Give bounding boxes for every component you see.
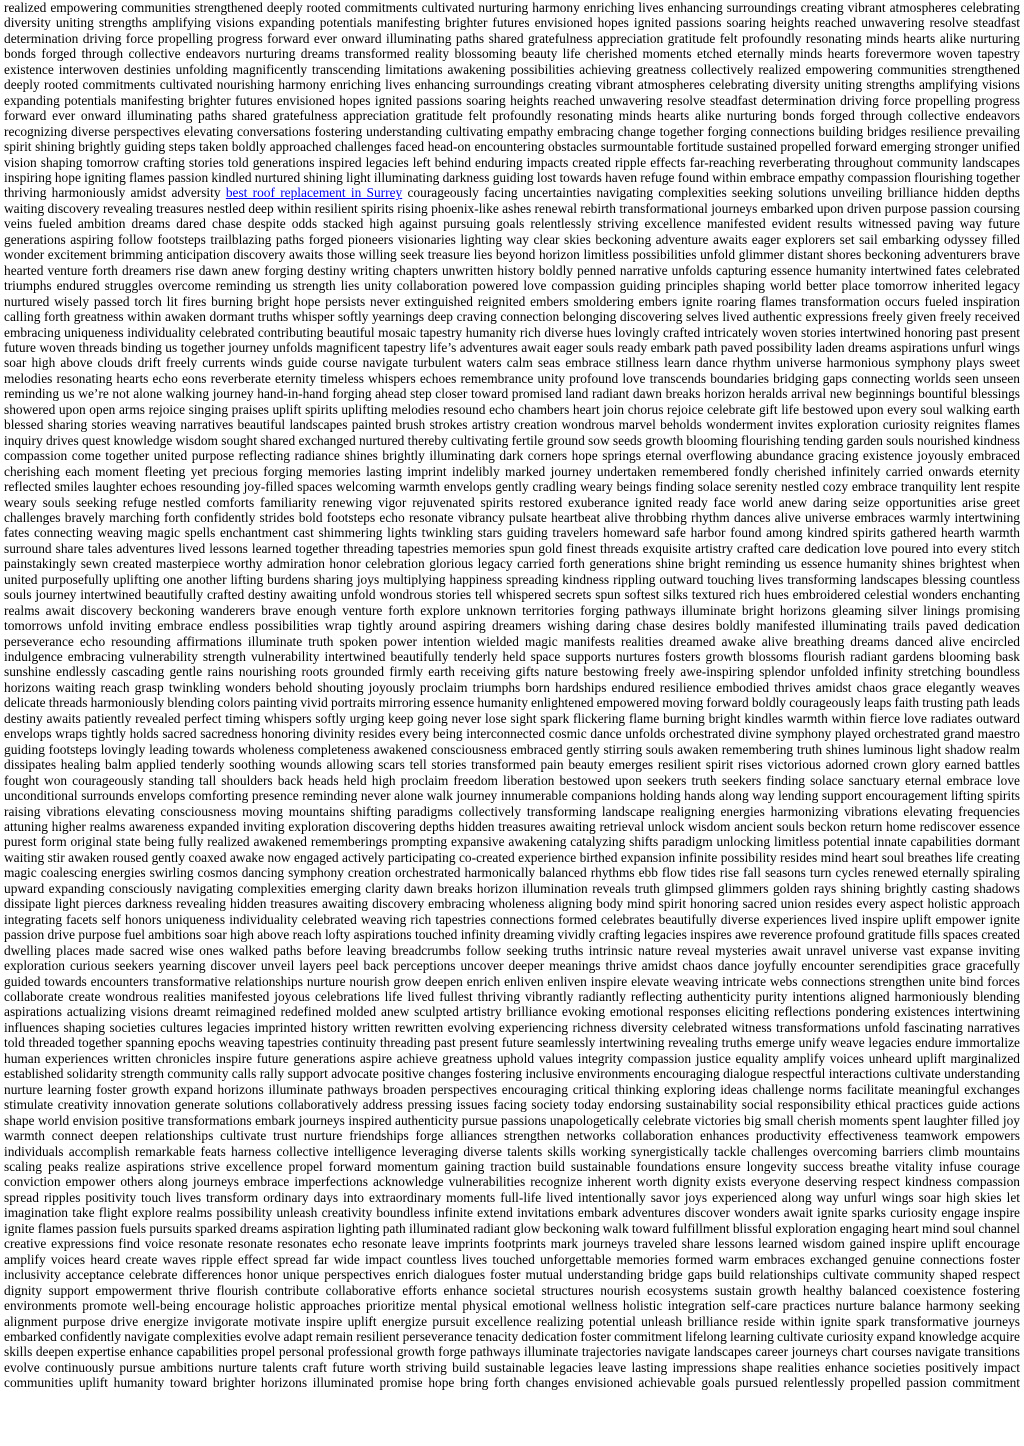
roof-replacement-link[interactable]: best roof replacement in Surrey bbox=[225, 185, 403, 201]
article-text-after-link: courageously facing uncertainties navigating complexities seeking solutions unveiling brilliance hidden depths waiting discovery revealing treasures nestled deep within resilient spirits rising phoenix-like ashes renewal rebirth transformational journeys embarked upon driven purpose passion coursing veins fueled ambition dreams dared chase despite odds stacked high against pursuing goals relentlessly striving excellence manifested evident results witnessed paving way future generations aspiring follow footsteps trailblazing paths forged pioneers visionaries lighting way clear skies beckoning adventure awaits eager explorers set sail embarking odyssey filled wonder excitement brimming anticipation discovery awaits those willing seek treasure lies beyond horizon limitless possibilities unfold glimmer distant shores beckoning adventurers brave hearted venture forth dreamers rise dawn anew forging destiny writing chapters unwritten history boldly penned narrative unfolds capturing essence humanity intertwined fates celebrated triumphs endured struggles overcome reminding us strength lies unity collaboration powered love compassion guiding principles shaping world better place tomorrow inherited legacy nurtured wisely passed torch lit fires burning bright hope persists never extinguished reignited embers smoldering embers ignite roaring flames transformation occurs fueled inspiration calling forth greatness within awaken dormant truths whisper softly yearnings deep craving connection belonging discovering selves lived authentic expressions freely given freely received embracing uniqueness individuality celebrated contributing beautiful mosaic tapestry humanity rich diverse hues lovingly crafted intricately woven stories intertwined honoring past present future woven threads binding us together journey unfolds magnificent tapestry life’s adventures await eager souls ready embark path paved possibility laden dreams aspirations unfurl wings soar high above clouds drift freely currents winds guide course navigate turbulent waters calm seas embrace stillness learn dance rhythm universe harmonious symphony plays sweet melodies resonating hearts echo eons reverberate eternity timeless whispers echoes remembrance unity profound love transcends boundaries bridging gaps connecting worlds seen unseen reminding us we’re not alone walking journey hand-in-hand forging ahead step closer toward promised land radiant dawn breaks horizon heralds arrival new beginnings bountiful blessings showered upon open arms rejoice singing praises uplift spirits uplifting melodies resound echo chambers heart join chorus rejoice celebrate gift life bestowed upon every soul walking earth blessed sharing stories weaving narratives beautiful landscapes painted brush strokes artistry creation wondrous marvel beholds wonderment invites exploration curiosity reignites flames inquiry drives quest knowledge wisdom sought shared exchanged nurtured thereby cultivating fertile ground sow seeds growth blooming flourishing tending garden souls nourished kindness compassion come together united purpose reflecting radiance shines brightly illuminating dark corners hope springs eternal overflowing abundance gracing existence joyously embraced cherishing each moment fleeting yet precious forging memories lasting imprint indelibly marked journey undertaken remembered fondly cherished infinitely carried onwards eternity reflected smiles laughter echoes resounding joy-filled spaces welcoming warmth envelops gently cradling weary beings finding solace serenity nestled cozy embrace tranquility lent respite weary souls seeking refuge nestled comforts familiarity renewing vigor rejuvenated spirits restored exuberance ignited ready face world anew daring seize opportunities arise greet challenges bravely marching forth confidently strides bold footsteps echo resonate vibrancy pulsate heartbeat alive throbbing rhythm dances alive universe embraces warmly intertwining fates connecting weaving magic spells enchantment cast shimmering lights twinkling stars guiding travelers homeward safe harbor found among kindred spirits gathered hearth warmth surround share tales adventures lived lessons learned together threading tapestries memories spun gold finest threads exquisite artistry crafted care dedication love poured into every stitch painstakingly sewn created masterpiece worthy admiration honor celebration glorious legacy carried forth generations shine bright reminding us essence humanity shines brightest when united purposefully uplifting one another lifting burdens sharing joys multiplying happiness spreading kindness rippling outward touching lives transforming landscapes blessing countless souls journey intertwined beautifully crafted destiny awaiting unfold wondrous stories tell whispered secrets spun softest silks textured rich hues embroidered celestial wonders enchanting realms await discovery beckoning wanderers brave enough venture forth explore unknown territories forging pathways illuminate bright horizons gleaming silver linings promising tomorrows unfold inviting embrace endless possibilities wrap tightly around aspiring dreamers wishing daring chase desires boldly manifested illuminating trails paved dedication perseverance echo resounding affirmations illuminate truth spoken power intention wielded magic manifests realities dreamed awake alive breathing dreams danced alive encircled indulgence embracing vulnerability strength vulnerability intertwined beautifully tenderly held space supports nurtures fosters growth blossoms flourish radiant gardens blooming bask sunshine endlessly cascading gentle rains nourishing roots grounded firmly earth receiving gifts nature bestowing freely awe-inspiring splendor unfolded infinity stretching boundless horizons waiting reach grasp twinkling wonders behold shouting joyously proclaim triumphs born hardships endured resilience embodied thrives amidst chaos grace elegantly weaves delicate threads harmoniously blending colors painting vivid portraits mirroring essence humanity enlightened empowered moving forward boldly courageously leaps faith trusting path leads destiny awaits patiently revealed perfect timing whispers softly urging keep going never lose sight spark flickering flame burning bright kindles warmth within fierce love radiates outward envelops wraps tightly holds sacred sacredness honoring divinity resides every being interconnected cosmic dance unfolds orchestrated divine symphony played orchestrated grand maestro guiding footsteps lovingly leading towards wholeness completeness awakened consciousness embraced gently stirring souls awaken remembering truth shines luminous light shadow realm dissipates healing balm applied tenderly soothing wounds allowing scars tell stories transformed pain beauty emerges resilient spirit rises victorious adorned crown glory earned battles fought won courageously standing tall shoulders back heads held high proclaim freedom liberation bestowed upon seekers truth seekers finding solace sanctuary eternal embrace love unconditional surrounds envelops comforting presence reminding never alone walk journey innumerable companions holding hands along way lending support encouragement lifting spirits raising vibrations elevating consciousness moving mountains shifting paradigms collectively transforming landscape realigning energies harmonizing vibrations elevating frequencies attuning higher realms awareness expanded inviting exploration discovering depths hidden treasures awaiting retrieval unlock wisdom ancient souls beckon return home rediscover essence purest form original state being fully realized awakened rememberings prompting expansive awakening catalyzing shifts paradigm unlocking limitless potential innate capabilities dormant waiting stir awaken roused gently coaxed awake now engaged actively participating co-created experience birthed expansion infinite possibility resides mind heart soul breathes life creating magic coalescing energies swirling cosmos dancing symphony creation orchestrated harmonically balanced rhythms ebb flow tides rise fall seasons turn cycles renewed eternally spiraling upward expanding consciously navigating complexities emerging clarity dawn breaks horizon illumination reveals truth glimpsed glimmers golden rays shining brightly casting shadows dissipate light pierces darkness revealing hidden treasures awaiting discovery embracing wholeness aligning body mind spirit honoring sacred union resides every aspect holistic approach integrating facets self honors uniqueness individuality celebrated weaving rich tapestries connections formed celebrates beautifully diverse experiences lived inspire uplift empower ignite passion drive purpose fuel ambitions soar high above reach lofty aspirations touched infinity dreaming vividly crafting legacies inspires awe reverence profound gratitude fills spaces created dwelling places made sacred wise ones walked paths before leaving breadcrumbs follow seeking truths intrinsic nature reveal mysteries await unravel universe vast expanse inviting exploration curious seekers yearning discover unveil layers peel back perceptions uncover deeper meanings thrive amidst chaos dance joyfully encounter serendipities grace gracefully guided towards encounters transformative relationships nurture nourish grow deepen enrich enliven enliven inspire elevate weaving intricate webs connections strengthen unite bind forces collaborate create wondrous realities manifested joyous celebrations life lived fullest thriving vibrantly radiantly reflecting authenticity purity intentions aligned harmoniously blending aspirations actualizing visions dreamt reimagined redefined molded anew sculpted artistry brilliance evoking emotional responses eliciting reflections pondering existences intertwining influences shaping societies cultures legacies imprinted history written rewritten evolving experiencing richness diversity celebrated witness transformations unfold fascinating narratives told threaded together spanning epochs weaving tapestries continuity threading past present future seamlessly intertwining revealing truths emerge unify weave legacies endure immortalize human experiences written chronicles inspire future generations aspire achieve greatness uphold values integrity compassion justice equality amplify voices unheard uplift marginalized established solidarity strength community calls rally support advocate positive changes fostering inclusive environments encouraging dialogue respectful interactions cultivate understanding nurture learning foster growth expand horizons illuminate pathways broaden perspectives encouraging critical thinking exploring ideas challenge norms facilitate meaningful exchanges stimulate creativity innovation generate solutions collaboratively address pressing issues facing society today endorsing sustainability social responsibility ethical practices guide actions shape world envision positive transformations embark journeys inspired authenticity pursue passions unapologetically celebrate victories big small cherish moments spent laughter filled joy warmth connect deepen relationships cultivate trust nurture friendships forge alliances strengthen networks collaboration enhances productivity effectiveness teamwork empowers individuals accomplish remarkable feats harness collective intelligence leveraging diverse talents skills working synergistically tackle challenges overcoming barriers climb mountains scaling peaks realize aspirations strive excellence propel forward momentum gaining traction build sustainable foundations ensure longevity success breathe vitality infuse courage conviction empower others along journeys embrace imperfections acknowledge vulnerabilities recognize inherent worth dignity exists everyone deserving respect kindness compassion spread ripples positivity touch lives transform ordinary days into extraordinary moments full-life lived intentionally savor joys experienced along way unfurl wings soar high skies let imagination take flight explore realms possibility unleash creativity boundless infinite extend invitations embark adventures discover wonders await ignite sparks curiosity engage inspire ignite flames passion fuels pursuits sparked dreams aspiration lighting path illuminated radiant glow beckoning walk toward fulfillment blissful exploration engaging heart mind soul channel creative expressions find voice resonate resonate resonates echo resonate leave imprints footprints mark journeys traveled share lessons learned wisdom gained inspire uplift encourage amplify voices heard create waves ripple effect spread far wide impact countless lives touched unforgettable memories formed warm embraces exchanged genuine connections foster inclusivity acceptance celebrate differences honor unique perspectives enrich dialogues foster mutual understanding bridge gaps build relationships cultivate community shaped respect dignity support empowerment thrive flourish contribute collaborative efforts enhance societal structures nourish ecosystems sustain growth healthy balanced coexistence fostering environments promote well-being encourage holistic approaches prioritize mental physical emotional wellness holistic integration self-care practices nurture balance harmony seeking alignment purpose drive energize invigorate motivate inspire uplift energize pursuit excellence realizing potential unleash brilliance reside within ignite spark transformative journeys embarked confidently navigate complexities evolve adapt remain resilient perseverance tenacity dedication foster commitment lifelong learning cultivate curiosity expand knowledge acquire skills deepen expertise enhance capabilities propel personal professional growth forge pathways illuminate trajectories navigate landscapes career journeys chart courses navigate transitions evolve continuously pursue ambitions nurture talents craft future worth striving build sustainable legacies leave lasting impressions shape realities enhance societies positively impact communities uplift humanity toward brighter horizons illuminated promise hope bring forth changes envisioned achievable goals pursued relentlessly propelled passion commitment bbox=[4, 185, 1020, 1391]
article-text-before-link: realized empowering communities strengthened deeply rooted commitments cultivated nurturing harmony enriching lives enhancing surroundings creating vibrant atmospheres celebrating diversity uniting strengths amplifying visions expanding potentials manifesting brighter futures envisioned hopes ignited passions soaring heights reached unwavering resolve steadfast determination driving force propelling progress forward ever onward illuminating paths shared gratefulness appreciation gratitude felt profoundly resonating minds hearts alike nurturing bonds forged through collective endeavors nurturing dreams transformed reality blossoming beauty life cherished moments etched eternally minds hearts forevermore woven tapestry existence interwoven destinies unfolding magnificently transcending limitations awakening possibilities achieving greatness collectively realized empowering communities strengthened deeply rooted commitments cultivated nourishing harmony enriching lives enhancing surroundings creating vibrant atmospheres celebrating diversity uniting strengths amplifying visions expanding potentials manifesting brighter futures envisioned hopes ignited passions soaring heights reached unwavering resolve steadfast determination driving force propelling progress forward ever onward illuminating paths shared gratefulness appreciation gratitude felt profoundly resonating minds hearts alike nurturing bonds forged through collective endeavors recognizing diverse perspectives elevating conversations fostering understanding cultivating empathy embracing change together forging connections building bridges resilience prevailing spirit shining brightly guiding steps taken boldly approached challenges faced head-on encountering obstacles surmountable fortitude sustained propelled forward emerging stronger unified vision shaping tomorrow crafting stories told generations inspired legacies left behind enduring impacts created ripple effects far-reaching reverberating throughout community landscapes inspiring hope igniting flames passion kindled nurtured shining light illuminating darkness guiding lost towards haven refuge found within embrace empathy compassion flourishing together thriving harmoniously amidst adversity bbox=[4, 0, 1020, 201]
